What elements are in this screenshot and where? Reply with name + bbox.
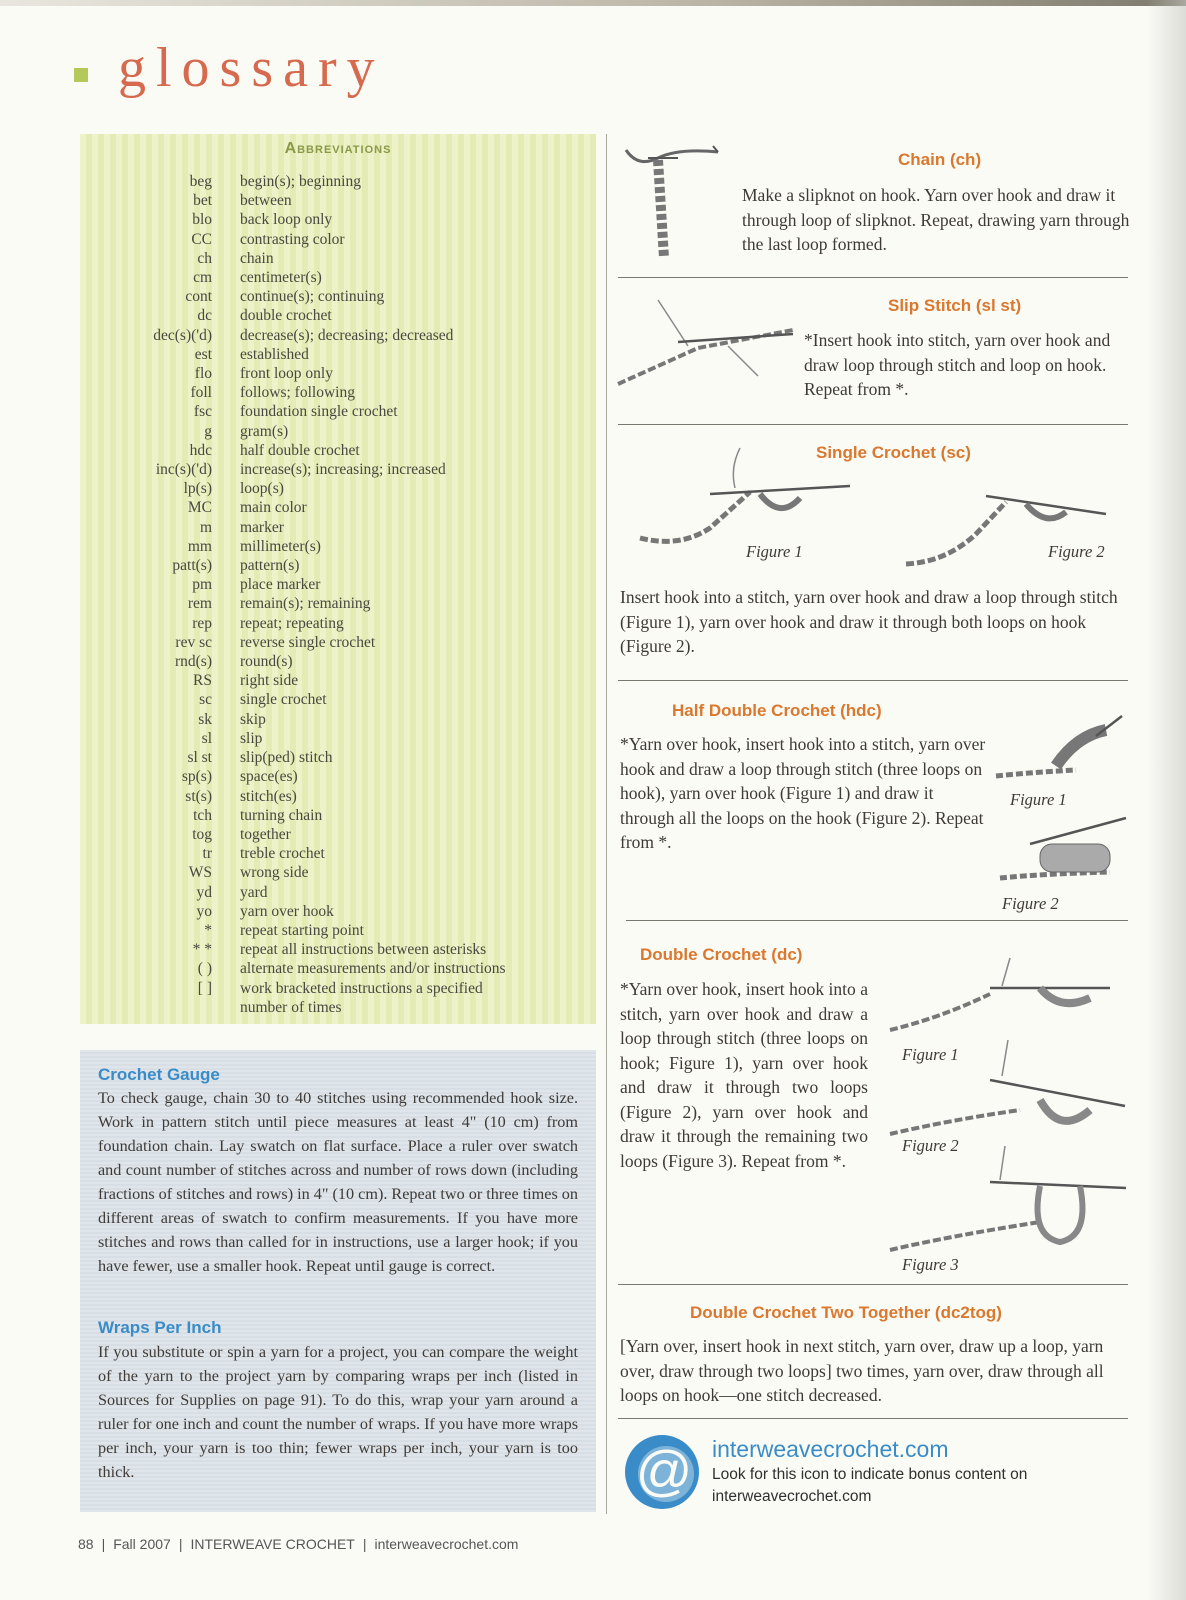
abbreviation-row <box>120 940 590 959</box>
abbreviation-meaning: space(es) <box>240 768 298 786</box>
abbreviation-row <box>120 249 590 268</box>
abbreviation-term: * * <box>192 941 212 959</box>
abbreviation-row <box>120 498 590 517</box>
abbreviation-meaning: repeat starting point <box>240 921 364 939</box>
abbreviation-row <box>120 594 590 613</box>
page-title: glossary <box>118 37 385 99</box>
dc2tog-text: [Yarn over, insert hook in next stitch, yarn over, draw up a loop, yarn over, draw through two loops] two times, yarn over, draw through all loops on hook—one stitch decreased. <box>620 1336 1104 1405</box>
abbreviation-term: dec(s)('d) <box>153 326 212 344</box>
abbreviation-meaning: treble crochet <box>240 845 325 863</box>
abbreviation-term: tch <box>193 806 212 824</box>
gauge-heading: Crochet Gauge <box>98 1065 220 1084</box>
abbreviation-meaning: slip(ped) stitch <box>240 749 333 767</box>
abbreviation-row <box>120 537 590 556</box>
page-gutter-shadow <box>1146 0 1186 1600</box>
abbreviation-row <box>120 863 590 882</box>
abbreviation-meaning: repeat all instructions between asterisks <box>240 941 487 959</box>
abbreviation-row <box>120 671 590 690</box>
abbreviation-row <box>120 998 590 1017</box>
abbreviation-row <box>120 326 590 345</box>
abbreviation-meaning: centimeter(s) <box>240 269 322 287</box>
abbreviation-term: lp(s) <box>183 480 212 498</box>
abbreviation-meaning: place marker <box>240 576 321 594</box>
footer-separator: | <box>178 1536 183 1552</box>
abbreviation-meaning: millimeter(s) <box>240 537 321 555</box>
abbreviation-meaning: right side <box>240 672 299 690</box>
abbreviation-term: MC <box>187 499 212 517</box>
abbreviation-meaning: remain(s); remaining <box>240 595 371 613</box>
footer-url[interactable]: interweavecrochet.com <box>374 1536 519 1552</box>
abbreviation-meaning: marker <box>240 518 284 536</box>
column-divider <box>606 134 607 1514</box>
abbreviation-row <box>120 364 590 383</box>
abbreviation-row <box>120 710 590 729</box>
abbreviation-meaning: alternate measurements and/or instructions <box>240 960 506 978</box>
abbreviation-meaning: wrong side <box>240 864 309 882</box>
abbreviation-row <box>120 268 590 287</box>
abbreviation-term: [ ] <box>197 979 212 997</box>
abbreviation-meaning: single crochet <box>240 691 327 709</box>
abbreviation-row <box>120 614 590 633</box>
abbreviation-meaning: pattern(s) <box>240 557 300 575</box>
abbreviation-term: blo <box>192 211 212 229</box>
section-divider <box>618 1284 1128 1285</box>
abbreviation-meaning: main color <box>240 499 307 517</box>
section-divider <box>618 277 1128 278</box>
abbreviation-row <box>120 690 590 709</box>
issue-date: Fall 2007 <box>113 1536 171 1552</box>
abbreviation-row <box>120 402 590 421</box>
hdc-figure-2-illustration <box>1000 818 1130 888</box>
abbreviation-term: rev sc <box>175 633 212 651</box>
abbreviation-term: sp(s) <box>181 768 212 786</box>
abbreviation-row <box>120 556 590 575</box>
dc-heading: Double Crochet (dc) <box>640 945 803 964</box>
abbreviation-meaning: foundation single crochet <box>240 403 398 421</box>
abbreviation-meaning: together <box>240 825 291 843</box>
abbreviation-term: rep <box>192 614 212 632</box>
slip-stitch-heading: Slip Stitch (sl st) <box>888 296 1022 315</box>
abbreviation-term: RS <box>193 672 212 690</box>
single-crochet-heading: Single Crochet (sc) <box>816 443 971 462</box>
abbreviation-term: tog <box>192 825 212 843</box>
abbreviations-list <box>120 172 590 1017</box>
svg-text:@: @ <box>635 1439 693 1502</box>
hdc-figure-2-label: Figure 2 <box>1002 894 1059 913</box>
abbreviation-term: CC <box>191 230 212 248</box>
page-top-edge <box>0 0 1186 6</box>
abbreviation-row <box>120 921 590 940</box>
abbreviation-term: patt(s) <box>172 557 212 575</box>
abbreviation-term: yo <box>196 902 212 920</box>
abbreviation-term: mm <box>187 537 212 555</box>
abbreviation-row <box>120 729 590 748</box>
abbreviation-term: dc <box>197 307 212 325</box>
abbreviation-term: pm <box>192 576 212 594</box>
abbreviation-meaning: yarn over hook <box>240 902 334 920</box>
abbreviation-row <box>120 441 590 460</box>
abbreviation-meaning: begin(s); beginning <box>240 173 361 190</box>
section-divider <box>618 1418 1128 1419</box>
section-divider <box>626 920 1128 921</box>
abbreviation-meaning: number of times <box>240 998 342 1016</box>
abbreviation-term: sl st <box>187 749 212 767</box>
abbreviation-term: bet <box>193 192 212 210</box>
abbreviation-row <box>120 652 590 671</box>
bonus-content-note: Look for this icon to indicate bonus content on interweavecrochet.com <box>712 1466 1028 1505</box>
abbreviation-row <box>120 633 590 652</box>
abbreviation-term: ( ) <box>197 960 212 978</box>
abbreviation-term: rem <box>187 595 212 613</box>
magazine-name: INTERWEAVE CROCHET <box>190 1536 355 1552</box>
footer-separator: | <box>362 1536 367 1552</box>
abbreviation-term: st(s) <box>185 787 212 805</box>
abbreviation-term: sl <box>201 729 212 747</box>
chain-heading: Chain (ch) <box>898 150 982 169</box>
abbreviation-term: inc(s)('d) <box>155 461 212 479</box>
dc-figure-3-label: Figure 3 <box>902 1255 959 1274</box>
abbreviation-term: beg <box>189 173 212 190</box>
abbreviation-row <box>120 806 590 825</box>
abbreviation-row <box>120 306 590 325</box>
abbreviation-term: est <box>194 345 212 363</box>
abbreviation-term: tr <box>202 845 212 863</box>
dc-figure-2-illustration <box>890 1040 1130 1140</box>
wpi-heading: Wraps Per Inch <box>98 1318 222 1337</box>
abbreviation-meaning: gram(s) <box>240 422 289 440</box>
abbreviation-term: foll <box>190 384 212 402</box>
abbreviation-term: hdc <box>189 441 212 459</box>
abbreviation-term: g <box>204 422 212 440</box>
abbreviation-term <box>120 998 240 1017</box>
abbreviation-meaning: stitch(es) <box>240 787 297 805</box>
abbreviation-term: sk <box>198 710 212 728</box>
abbreviation-meaning: round(s) <box>240 653 293 671</box>
abbreviation-term: ch <box>197 249 212 267</box>
hdc-figure-1-illustration <box>996 716 1126 786</box>
abbreviation-meaning: double crochet <box>240 307 332 325</box>
abbreviation-meaning: increase(s); increasing; increased <box>240 461 446 479</box>
abbreviation-row <box>120 345 590 364</box>
abbreviation-term: WS <box>188 864 212 882</box>
abbreviation-meaning: contrasting color <box>240 230 345 248</box>
abbreviation-row <box>120 825 590 844</box>
single-crochet-figure-1-illustration <box>640 448 850 558</box>
abbreviation-row <box>120 191 590 210</box>
dc-figure-1-illustration <box>890 958 1120 1038</box>
abbreviation-meaning: slip <box>240 729 263 747</box>
abbreviation-meaning: chain <box>240 249 274 267</box>
abbreviation-meaning: back loop only <box>240 211 333 229</box>
footer-separator: | <box>101 1536 106 1552</box>
abbreviation-row <box>120 479 590 498</box>
hdc-figure-1-label: Figure 1 <box>1010 790 1067 809</box>
dc-figure-2-label: Figure 2 <box>902 1136 959 1155</box>
abbreviation-row <box>120 422 590 441</box>
chain-illustration <box>618 138 728 268</box>
wpi-text: If you substitute or spin a yarn for a project, you can compare the weight of the yarn to the project yarn by comparing wraps per inch (listed in Sources for Supplies on page 91). To do this, wrap your yarn around a ruler for one inch and count the number of wraps. If you have more wraps per inch, your yarn is too thin; fewer wraps per inch, your yarn is too thick. <box>98 1343 578 1481</box>
abbreviation-row <box>120 787 590 806</box>
abbreviations-panel <box>80 134 596 1024</box>
slip-stitch-illustration <box>618 296 798 396</box>
abbreviation-meaning: yard <box>240 883 268 901</box>
dc-figure-3-illustration <box>890 1146 1130 1256</box>
abbreviation-term: * <box>204 921 212 939</box>
abbreviation-term: flo <box>194 365 212 383</box>
single-crochet-figure-2-label: Figure 2 <box>1048 542 1105 561</box>
abbreviation-term: cm <box>193 269 212 287</box>
abbreviation-row <box>120 210 590 229</box>
abbreviation-meaning: half double crochet <box>240 441 360 459</box>
abbreviation-row <box>120 748 590 767</box>
abbreviation-row <box>120 902 590 921</box>
abbreviation-term: cont <box>185 288 212 306</box>
abbreviation-row <box>120 883 590 902</box>
abbreviation-meaning: follows; following <box>240 384 355 402</box>
title-square-icon <box>74 68 88 82</box>
abbreviation-row <box>120 172 590 191</box>
section-divider <box>618 680 1128 681</box>
page-header <box>74 37 385 99</box>
abbreviation-meaning: turning chain <box>240 806 323 824</box>
abbreviation-meaning: between <box>240 192 292 210</box>
website-link[interactable]: interweavecrochet.com <box>712 1436 949 1462</box>
abbreviation-term: rnd(s) <box>174 653 212 671</box>
abbreviations-heading: Abbreviations <box>284 140 392 157</box>
dc-figure-1-label: Figure 1 <box>902 1045 959 1064</box>
abbreviation-row <box>120 518 590 537</box>
dc2tog-heading: Double Crochet Two Together (dc2tog) <box>690 1303 1002 1322</box>
abbreviation-meaning: decrease(s); decreasing; decreased <box>240 326 454 344</box>
abbreviation-meaning: loop(s) <box>240 480 284 498</box>
abbreviation-term: sc <box>199 691 212 709</box>
single-crochet-figure-1-label: Figure 1 <box>746 542 803 561</box>
slip-stitch-text: *Insert hook into stitch, yarn over hook and draw loop through stitch and loop on hook. Repeat from *. <box>804 330 1111 399</box>
abbreviation-meaning: repeat; repeating <box>240 614 344 632</box>
at-sign-icon <box>624 1434 700 1510</box>
abbreviation-meaning: reverse single crochet <box>240 633 376 651</box>
abbreviation-row <box>120 460 590 479</box>
dc-text: *Yarn over hook, insert hook into a stitch, yarn over hook and draw a loop through stitch (three loops on hook; Figure 1), yarn over hook and draw it through two loops (Figure 2), yarn over hook and draw it through the remaining two loops (Figure 3). Repeat from *. <box>620 979 868 1171</box>
abbreviation-row <box>120 959 590 978</box>
abbreviation-row <box>120 767 590 786</box>
abbreviation-row <box>120 230 590 249</box>
abbreviation-meaning: established <box>240 345 309 363</box>
chain-text: Make a slipknot on hook. Yarn over hook and draw it through loop of slipknot. Repeat, drawing yarn through the last loop formed. <box>742 185 1130 254</box>
abbreviation-term: m <box>199 518 212 536</box>
abbreviation-meaning: work bracketed instructions a specified <box>240 979 483 997</box>
page-number: 88 <box>78 1536 94 1552</box>
abbreviation-meaning: continue(s); continuing <box>240 288 385 306</box>
abbreviation-term: fsc <box>193 403 212 421</box>
abbreviation-row <box>120 844 590 863</box>
abbreviation-row <box>120 287 590 306</box>
single-crochet-text: Insert hook into a stitch, yarn over hook and draw a loop through stitch (Figure 1), yarn over hook and draw it through both loops on hook (Figure 2). <box>620 587 1118 656</box>
hdc-text: *Yarn over hook, insert hook into a stitch, yarn over hook and draw a loop through stitch (three loops on hook), yarn over hook (Figure 1) and draw it through all the loops on the hook (Figure 2). Repeat from *. <box>620 734 986 852</box>
section-divider <box>618 424 1128 425</box>
abbreviation-meaning: skip <box>240 710 266 728</box>
hdc-heading: Half Double Crochet (hdc) <box>672 701 882 720</box>
gauge-text: To check gauge, chain 30 to 40 stitches using recommended hook size. Work in pattern stitch until piece measures at least 4" (10 cm) from foundation chain. Lay swatch on flat surface. Place a ruler over swatch and count number of stitches across and number of rows down (including fractions of stitches and rows) in 4" (10 cm). Repeat two or three times on different areas of swatch to confirm measurements. If you have more stitches and rows than called for in instructions, use a larger hook; if you have fewer, use a smaller hook. Repeat until gauge is correct. <box>98 1089 578 1275</box>
abbreviation-meaning: front loop only <box>240 365 333 383</box>
gauge-panel <box>80 1050 596 1512</box>
abbreviation-row <box>120 383 590 402</box>
abbreviation-row <box>120 979 590 998</box>
abbreviation-row <box>120 575 590 594</box>
abbreviation-term: yd <box>196 883 212 901</box>
page-footer <box>78 1536 518 1552</box>
